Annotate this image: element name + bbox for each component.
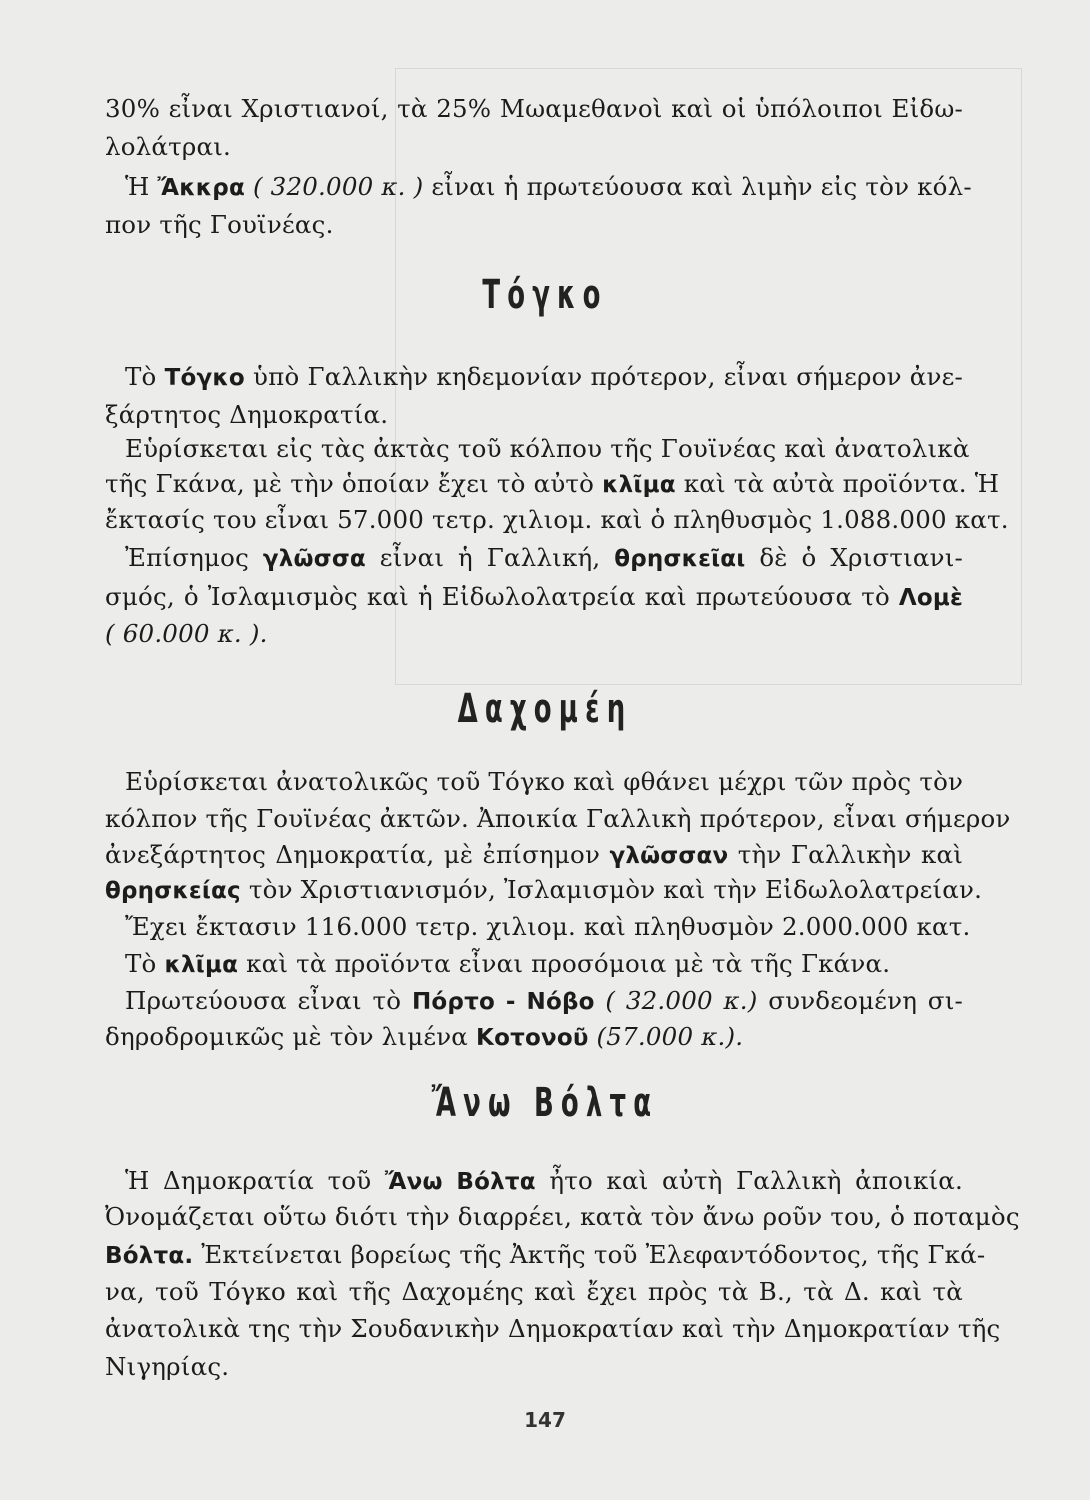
bold-term: θρησκείας — [105, 878, 241, 904]
text-span: Ἡ Δημοκρατία τοῦ — [125, 1166, 385, 1195]
text-span: ἦτο καὶ αὐτὴ Γαλλικὴ ἀποικία. — [535, 1166, 964, 1195]
text-span: τὴν Γαλλικὴν καὶ — [728, 840, 964, 869]
text-line — [125, 1164, 963, 1199]
text-span: εἶναι ἡ Γαλλική, — [365, 543, 615, 572]
bold-term: Τόγκο — [164, 365, 245, 391]
text-span: να, τοῦ Τόγκο καὶ τῆς Δαχομέης καὶ ἔχει πρὸς τὰ Β., τὰ Δ. καὶ τὰ — [105, 1277, 963, 1306]
text-line — [125, 765, 963, 799]
text-span: Πρωτεύουσα εἶναι τὸ — [125, 986, 412, 1015]
text-span: ἀνεξάρτητος Δημοκρατία, μὲ ἐπίσημον — [105, 840, 610, 869]
text-span: καὶ τὰ αὐτὰ προϊόντα. Ἡ — [675, 469, 1000, 498]
text-span: καὶ τὰ προϊόντα εἶναι προσόμοια μὲ τὰ τῆς Γκάνα. — [238, 949, 891, 978]
text-span: δηροδρομικῶς μὲ τὸν λιμένα — [105, 1022, 477, 1051]
italic-text: ( 32.000 κ.) — [594, 986, 758, 1015]
text-line — [125, 947, 983, 982]
bold-term: γλῶσσα — [262, 546, 366, 572]
text-span: Ὀνομάζεται οὕτω διότι τὴν διαρρέει, κατὰ τὸν ἄνω ροῦν του, ὁ ποταμὸς — [105, 1202, 1020, 1231]
text-line — [105, 1200, 1020, 1234]
text-span: λολάτραι. — [105, 132, 232, 161]
text-line — [125, 432, 970, 466]
text-line — [105, 467, 1000, 502]
heading-dahomey: Δαχομέη — [457, 686, 633, 732]
text-line — [125, 170, 972, 205]
text-span: Τὸ — [125, 362, 165, 391]
bold-term: θρησκεῖαι — [614, 546, 746, 572]
bold-term: κλῖμα — [164, 952, 239, 978]
text-span: κόλπον τῆς Γουϊνέας ἀκτῶν. Ἀποικία Γαλλικὴ πρότερον, εἶναι σήμερον — [105, 804, 1011, 833]
text-line — [125, 984, 963, 1019]
text-line — [105, 1350, 963, 1384]
text-span: πον τῆς Γουϊνέας. — [105, 210, 334, 239]
text-line — [105, 617, 963, 651]
text-line — [105, 1312, 1001, 1346]
text-span: Εὑρίσκεται εἰς τὰς ἀκτὰς τοῦ κόλπου τῆς Γουϊνέας καὶ ἀνατολικὰ — [125, 434, 970, 463]
text-span: εἶναι ἡ πρωτεύουσα καὶ λιμὴν εἰς τὸν κόλ- — [423, 172, 972, 201]
text-line — [105, 503, 1009, 537]
text-line — [105, 802, 1011, 836]
text-span: συνδεομένη σι- — [757, 986, 963, 1015]
text-span: Τὸ — [125, 949, 165, 978]
text-span: ξάρτητος Δημοκρατία. — [105, 400, 389, 429]
text-line — [105, 92, 963, 126]
text-line — [105, 130, 963, 164]
bold-term: κλῖμα — [602, 472, 676, 498]
text-line — [105, 398, 963, 432]
text-line — [105, 1275, 963, 1309]
text-span: δὲ ὁ Χριστιανι- — [745, 543, 964, 572]
bold-term: γλῶσσαν — [609, 843, 729, 869]
text-span: ὑπὸ Γαλλικὴν κηδεμονίαν πρότερον, εἶναι σήμερον ἀνε- — [244, 362, 964, 391]
bold-term: Ἄνω Βόλτα — [384, 1169, 536, 1195]
text-span: Ἡ — [125, 172, 158, 201]
bold-term: Ἄκκρα — [157, 175, 245, 201]
text-line — [105, 838, 963, 873]
text-line — [125, 541, 963, 576]
text-line — [125, 360, 963, 395]
text-span: Εὑρίσκεται ἀνατολικῶς τοῦ Τόγκο καὶ φθάνει μέχρι τῶν πρὸς τὸν — [125, 767, 964, 796]
text-span: Ἐπίσημος — [125, 543, 263, 572]
text-span: 30% εἶναι Χριστιανοί, τὰ 25% Μωαμεθανοὶ καὶ οἱ ὑπόλοιποι Εἰδω- — [105, 94, 963, 123]
text-span: Ἔχει ἔκτασιν 116.000 τετρ. χιλιομ. καὶ πληθυσμὸν 2.000.000 κατ. — [125, 912, 971, 941]
bold-term: Πόρτο - Νόβο — [411, 989, 595, 1015]
text-line — [105, 1020, 963, 1055]
italic-text: ( 60.000 κ. ). — [105, 619, 268, 648]
bold-term: Κοτονοῦ — [476, 1025, 589, 1051]
text-line — [125, 910, 971, 944]
heading-togo: Τόγκο — [482, 272, 608, 318]
text-span: Νιγηρίας. — [105, 1352, 230, 1381]
heading-upper-volta: Ἄνω Βόλτα — [431, 1080, 659, 1126]
bold-term: Λομὲ — [898, 585, 963, 611]
text-line — [105, 1238, 986, 1273]
text-span: ἀνατολικὰ της τὴν Σουδανικὴν Δημοκρατίαν καὶ τὴν Δημοκρατίαν τῆς — [105, 1314, 1001, 1343]
italic-text: (57.000 κ.). — [588, 1022, 744, 1051]
page-number: 147 — [524, 1408, 566, 1432]
text-span: σμός, ὁ Ἰσλαμισμὸς καὶ ἡ Εἰδωλολατρεία καὶ πρωτεύουσα τὸ — [105, 582, 899, 611]
text-span: τῆς Γκάνα, μὲ τὴν ὁποίαν ἔχει τὸ αὐτὸ — [105, 469, 603, 498]
bold-term: Βόλτα. — [105, 1243, 194, 1269]
text-line — [105, 873, 983, 908]
text-span: ἔκτασίς του εἶναι 57.000 τετρ. χιλιομ. καὶ ὁ πληθυσμὸς 1.088.000 κατ. — [105, 505, 1009, 534]
text-span: τὸν Χριστιανισμόν, Ἰσλαμισμὸν καὶ τὴν Εἰδωλολατρείαν. — [240, 875, 983, 904]
text-span: Ἐκτείνεται βορείως τῆς Ἀκτῆς τοῦ Ἐλεφαντόδοντος, τῆς Γκά- — [193, 1240, 986, 1269]
text-line — [105, 580, 963, 615]
italic-text: ( 320.000 κ. ) — [244, 172, 424, 201]
text-line — [105, 208, 963, 242]
